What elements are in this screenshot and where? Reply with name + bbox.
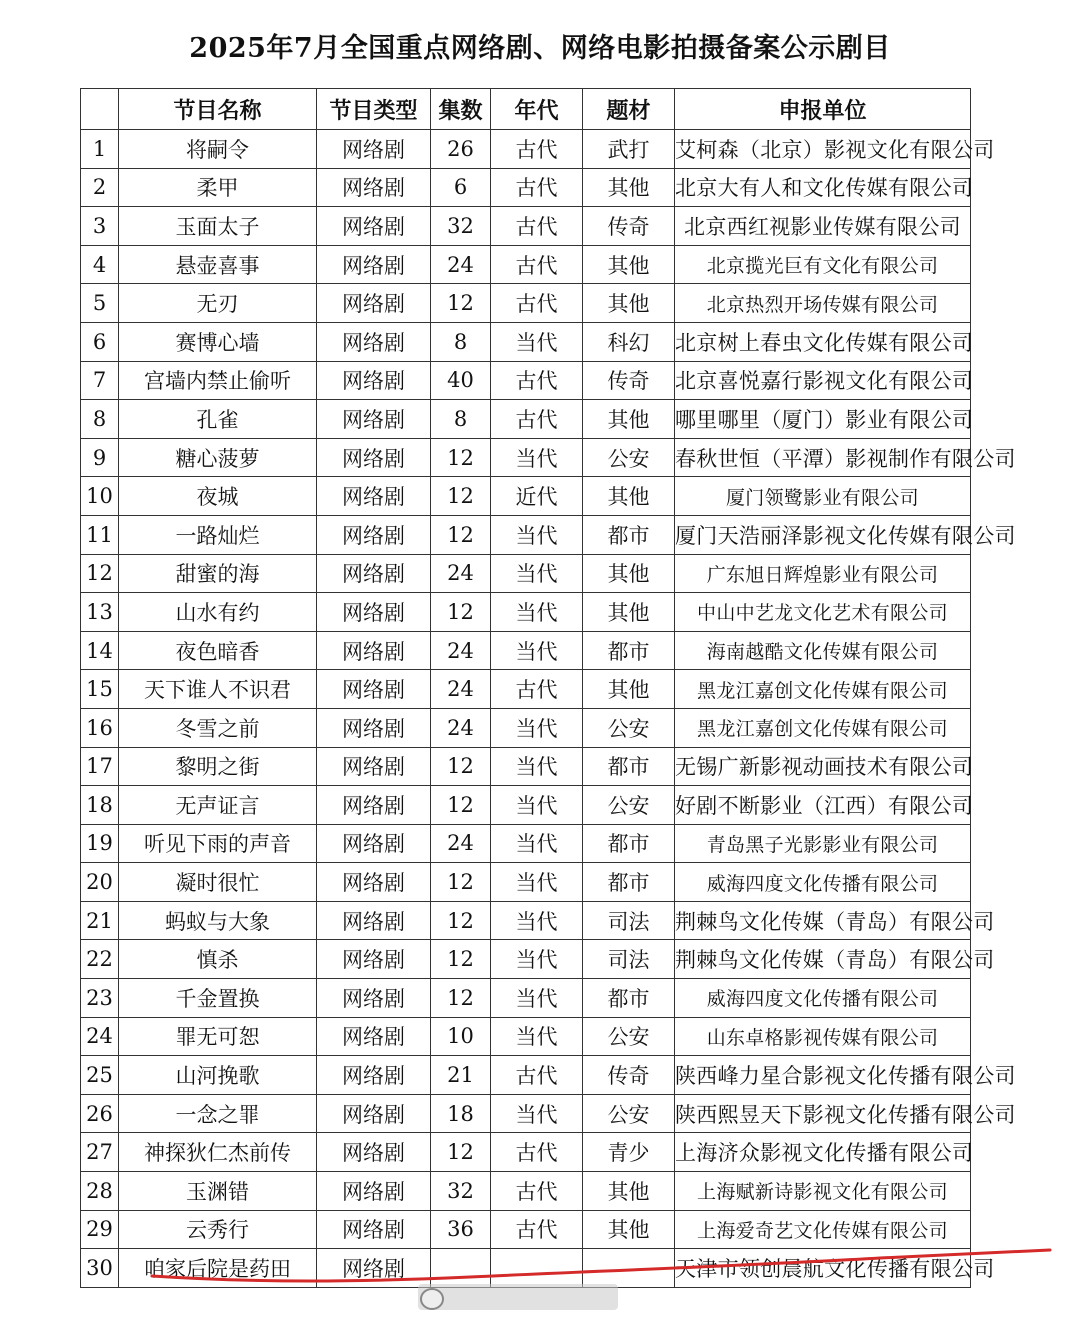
era-cell: 当代 <box>491 1094 583 1133</box>
program-type-cell: 网络剧 <box>317 554 431 593</box>
theme-cell: 都市 <box>583 631 675 670</box>
era-cell <box>491 1249 583 1288</box>
era-cell: 当代 <box>491 786 583 825</box>
program-type-cell: 网络剧 <box>317 361 431 400</box>
program-name-cell: 咱家后院是药田 <box>119 1249 317 1288</box>
program-type-cell: 网络剧 <box>317 130 431 169</box>
program-name-cell: 千金置换 <box>119 979 317 1018</box>
row-index-cell: 29 <box>81 1210 119 1249</box>
applicant-unit-cell: 北京大有人和文化传媒有限公司 <box>675 168 971 207</box>
row-index-cell: 7 <box>81 361 119 400</box>
table-row <box>81 438 971 477</box>
applicant-unit-cell: 海南越酷文化传媒有限公司 <box>675 631 971 670</box>
program-name-cell: 孔雀 <box>119 400 317 439</box>
program-name-cell: 悬壶喜事 <box>119 245 317 284</box>
program-name-cell: 赛博心墙 <box>119 322 317 361</box>
episode-count-cell: 24 <box>431 245 491 284</box>
program-name-cell: 山水有约 <box>119 593 317 632</box>
episode-count-cell: 26 <box>431 130 491 169</box>
applicant-unit-cell: 北京喜悦嘉行影视文化有限公司 <box>675 361 971 400</box>
table-row <box>81 130 971 169</box>
table-row <box>81 1094 971 1133</box>
applicant-unit-cell: 无锡广新影视动画技术有限公司 <box>675 747 971 786</box>
row-index-cell: 2 <box>81 168 119 207</box>
episode-count-cell <box>431 1249 491 1288</box>
row-index-cell: 16 <box>81 708 119 747</box>
era-cell: 古代 <box>491 1133 583 1172</box>
table-row <box>81 245 971 284</box>
theme-cell: 科幻 <box>583 322 675 361</box>
theme-cell: 传奇 <box>583 1056 675 1095</box>
episode-count-cell: 21 <box>431 1056 491 1095</box>
program-type-cell: 网络剧 <box>317 1017 431 1056</box>
row-index-cell: 30 <box>81 1249 119 1288</box>
era-cell: 当代 <box>491 979 583 1018</box>
program-type-cell: 网络剧 <box>317 708 431 747</box>
program-name-cell: 将嗣令 <box>119 130 317 169</box>
row-index-cell: 6 <box>81 322 119 361</box>
era-cell: 古代 <box>491 130 583 169</box>
theme-cell: 司法 <box>583 901 675 940</box>
row-index-cell: 4 <box>81 245 119 284</box>
episode-count-cell: 12 <box>431 979 491 1018</box>
table-row <box>81 400 971 439</box>
program-type-cell: 网络剧 <box>317 1094 431 1133</box>
applicant-unit-cell: 上海爱奇艺文化传媒有限公司 <box>675 1210 971 1249</box>
row-index-cell: 28 <box>81 1172 119 1211</box>
row-index-cell: 10 <box>81 477 119 516</box>
episode-count-cell: 6 <box>431 168 491 207</box>
era-cell: 古代 <box>491 245 583 284</box>
theme-cell: 公安 <box>583 1094 675 1133</box>
era-cell: 当代 <box>491 747 583 786</box>
row-index-cell: 26 <box>81 1094 119 1133</box>
program-type-cell: 网络剧 <box>317 1210 431 1249</box>
table-row <box>81 284 971 323</box>
row-index-cell: 5 <box>81 284 119 323</box>
applicant-unit-cell: 厦门天浩丽泽影视文化传媒有限公司 <box>675 515 971 554</box>
episode-count-cell: 12 <box>431 515 491 554</box>
theme-cell: 其他 <box>583 477 675 516</box>
table-row <box>81 515 971 554</box>
weibo-eye-icon <box>420 1288 444 1310</box>
era-cell: 当代 <box>491 824 583 863</box>
table-row <box>81 901 971 940</box>
header-applicant: 申报单位 <box>675 89 971 130</box>
program-name-cell: 夜色暗香 <box>119 631 317 670</box>
program-name-cell: 玉面太子 <box>119 207 317 246</box>
row-index-cell: 12 <box>81 554 119 593</box>
row-index-cell: 22 <box>81 940 119 979</box>
episode-count-cell: 24 <box>431 824 491 863</box>
era-cell: 当代 <box>491 593 583 632</box>
applicant-unit-cell: 黑龙江嘉创文化传媒有限公司 <box>675 708 971 747</box>
episode-count-cell: 32 <box>431 1172 491 1211</box>
theme-cell: 公安 <box>583 1017 675 1056</box>
era-cell: 当代 <box>491 554 583 593</box>
era-cell: 古代 <box>491 1210 583 1249</box>
episode-count-cell: 8 <box>431 400 491 439</box>
header-era: 年代 <box>491 89 583 130</box>
applicant-unit-cell: 艾柯森（北京）影视文化有限公司 <box>675 130 971 169</box>
episode-count-cell: 36 <box>431 1210 491 1249</box>
theme-cell: 其他 <box>583 284 675 323</box>
episode-count-cell: 12 <box>431 1133 491 1172</box>
table-row <box>81 477 971 516</box>
applicant-unit-cell: 北京揽光巨有文化有限公司 <box>675 245 971 284</box>
program-type-cell: 网络剧 <box>317 747 431 786</box>
era-cell: 当代 <box>491 1017 583 1056</box>
row-index-cell: 8 <box>81 400 119 439</box>
program-name-cell: 夜城 <box>119 477 317 516</box>
applicant-unit-cell: 陕西峰力星合影视文化传播有限公司 <box>675 1056 971 1095</box>
era-cell: 当代 <box>491 631 583 670</box>
era-cell: 古代 <box>491 670 583 709</box>
program-type-cell: 网络剧 <box>317 1172 431 1211</box>
program-name-cell: 一路灿烂 <box>119 515 317 554</box>
table-row <box>81 322 971 361</box>
theme-cell: 都市 <box>583 979 675 1018</box>
header-theme: 题材 <box>583 89 675 130</box>
theme-cell <box>583 1249 675 1288</box>
era-cell: 古代 <box>491 1056 583 1095</box>
row-index-cell: 14 <box>81 631 119 670</box>
row-index-cell: 17 <box>81 747 119 786</box>
era-cell: 当代 <box>491 708 583 747</box>
table-row <box>81 1017 971 1056</box>
table-row <box>81 1133 971 1172</box>
episode-count-cell: 40 <box>431 361 491 400</box>
program-type-cell: 网络剧 <box>317 1133 431 1172</box>
episode-count-cell: 12 <box>431 940 491 979</box>
row-index-cell: 18 <box>81 786 119 825</box>
theme-cell: 其他 <box>583 1210 675 1249</box>
row-index-cell: 15 <box>81 670 119 709</box>
program-name-cell: 凝时很忙 <box>119 863 317 902</box>
era-cell: 当代 <box>491 515 583 554</box>
program-name-cell: 玉渊错 <box>119 1172 317 1211</box>
table-row <box>81 786 971 825</box>
program-type-cell: 网络剧 <box>317 940 431 979</box>
program-type-cell: 网络剧 <box>317 245 431 284</box>
filing-table <box>80 88 1016 1288</box>
era-cell: 当代 <box>491 940 583 979</box>
program-type-cell: 网络剧 <box>317 631 431 670</box>
watermark-overlay <box>418 1284 618 1310</box>
theme-cell: 其他 <box>583 593 675 632</box>
program-type-cell: 网络剧 <box>317 284 431 323</box>
era-cell: 当代 <box>491 438 583 477</box>
applicant-unit-cell: 威海四度文化传播有限公司 <box>675 979 971 1018</box>
program-name-cell: 天下谁人不识君 <box>119 670 317 709</box>
program-type-cell: 网络剧 <box>317 438 431 477</box>
program-name-cell: 黎明之街 <box>119 747 317 786</box>
theme-cell: 都市 <box>583 863 675 902</box>
program-name-cell: 听见下雨的声音 <box>119 824 317 863</box>
applicant-unit-cell: 青岛黑子光影影业有限公司 <box>675 824 971 863</box>
table-row <box>81 554 971 593</box>
program-name-cell: 云秀行 <box>119 1210 317 1249</box>
episode-count-cell: 18 <box>431 1094 491 1133</box>
theme-cell: 其他 <box>583 168 675 207</box>
header-program-name: 节目名称 <box>119 89 317 130</box>
program-type-cell: 网络剧 <box>317 593 431 632</box>
episode-count-cell: 24 <box>431 708 491 747</box>
theme-cell: 传奇 <box>583 207 675 246</box>
table-row <box>81 708 971 747</box>
era-cell: 古代 <box>491 207 583 246</box>
program-type-cell: 网络剧 <box>317 477 431 516</box>
program-name-cell: 冬雪之前 <box>119 708 317 747</box>
applicant-unit-cell: 春秋世恒（平潭）影视制作有限公司 <box>675 438 971 477</box>
row-index-cell: 24 <box>81 1017 119 1056</box>
theme-cell: 都市 <box>583 747 675 786</box>
header-program-type: 节目类型 <box>317 89 431 130</box>
table-row <box>81 863 971 902</box>
table-row <box>81 593 971 632</box>
theme-cell: 其他 <box>583 1172 675 1211</box>
theme-cell: 青少 <box>583 1133 675 1172</box>
row-index-cell: 11 <box>81 515 119 554</box>
episode-count-cell: 12 <box>431 786 491 825</box>
era-cell: 近代 <box>491 477 583 516</box>
row-index-cell: 1 <box>81 130 119 169</box>
table-header-row <box>81 89 971 130</box>
theme-cell: 其他 <box>583 245 675 284</box>
applicant-unit-cell: 荆棘鸟文化传媒（青岛）有限公司 <box>675 901 971 940</box>
program-name-cell: 糖心菠萝 <box>119 438 317 477</box>
program-type-cell: 网络剧 <box>317 824 431 863</box>
program-type-cell: 网络剧 <box>317 786 431 825</box>
program-type-cell: 网络剧 <box>317 979 431 1018</box>
theme-cell: 公安 <box>583 786 675 825</box>
episode-count-cell: 32 <box>431 207 491 246</box>
program-type-cell: 网络剧 <box>317 670 431 709</box>
era-cell: 古代 <box>491 284 583 323</box>
episode-count-cell: 12 <box>431 863 491 902</box>
program-type-cell: 网络剧 <box>317 168 431 207</box>
theme-cell: 传奇 <box>583 361 675 400</box>
table-row <box>81 824 971 863</box>
page-title: 2025年7月全国重点网络剧、网络电影拍摄备案公示剧目 <box>189 33 891 64</box>
program-type-cell: 网络剧 <box>317 1249 431 1288</box>
episode-count-cell: 24 <box>431 670 491 709</box>
row-index-cell: 25 <box>81 1056 119 1095</box>
applicant-unit-cell: 上海济众影视文化传播有限公司 <box>675 1133 971 1172</box>
table-row <box>81 670 971 709</box>
table-row <box>81 207 971 246</box>
theme-cell: 武打 <box>583 130 675 169</box>
program-type-cell: 网络剧 <box>317 863 431 902</box>
program-name-cell: 无声证言 <box>119 786 317 825</box>
row-index-cell: 13 <box>81 593 119 632</box>
row-index-cell: 27 <box>81 1133 119 1172</box>
era-cell: 当代 <box>491 901 583 940</box>
program-type-cell: 网络剧 <box>317 207 431 246</box>
table-body <box>81 130 1016 1288</box>
applicant-unit-cell: 哪里哪里（厦门）影业有限公司 <box>675 400 971 439</box>
program-type-cell: 网络剧 <box>317 322 431 361</box>
applicant-unit-cell: 好剧不断影业（江西）有限公司 <box>675 786 971 825</box>
era-cell: 当代 <box>491 322 583 361</box>
table-row <box>81 361 971 400</box>
table-row <box>81 1249 971 1288</box>
applicant-unit-cell: 山东卓格影视传媒有限公司 <box>675 1017 971 1056</box>
table-row <box>81 168 971 207</box>
applicant-unit-cell: 威海四度文化传播有限公司 <box>675 863 971 902</box>
episode-count-cell: 8 <box>431 322 491 361</box>
episode-count-cell: 12 <box>431 284 491 323</box>
era-cell: 古代 <box>491 1172 583 1211</box>
theme-cell: 都市 <box>583 824 675 863</box>
row-index-cell: 19 <box>81 824 119 863</box>
row-index-cell: 23 <box>81 979 119 1018</box>
program-name-cell: 无刃 <box>119 284 317 323</box>
episode-count-cell: 12 <box>431 901 491 940</box>
program-name-cell: 柔甲 <box>119 168 317 207</box>
applicant-unit-cell: 中山中艺龙文化艺术有限公司 <box>675 593 971 632</box>
era-cell: 古代 <box>491 168 583 207</box>
table-row <box>81 631 971 670</box>
program-name-cell: 神探狄仁杰前传 <box>119 1133 317 1172</box>
applicant-unit-cell: 天津市领创晨航文化传播有限公司 <box>675 1249 971 1288</box>
theme-cell: 其他 <box>583 554 675 593</box>
episode-count-cell: 24 <box>431 631 491 670</box>
theme-cell: 其他 <box>583 670 675 709</box>
episode-count-cell: 12 <box>431 438 491 477</box>
program-type-cell: 网络剧 <box>317 515 431 554</box>
applicant-unit-cell: 广东旭日辉煌影业有限公司 <box>675 554 971 593</box>
table-row <box>81 747 971 786</box>
program-name-cell: 慎杀 <box>119 940 317 979</box>
episode-count-cell: 24 <box>431 554 491 593</box>
episode-count-cell: 10 <box>431 1017 491 1056</box>
theme-cell: 其他 <box>583 400 675 439</box>
table-row <box>81 1172 971 1211</box>
theme-cell: 都市 <box>583 515 675 554</box>
program-name-cell: 甜蜜的海 <box>119 554 317 593</box>
theme-cell: 公安 <box>583 708 675 747</box>
row-index-cell: 9 <box>81 438 119 477</box>
row-index-cell: 3 <box>81 207 119 246</box>
applicant-unit-cell: 黑龙江嘉创文化传媒有限公司 <box>675 670 971 709</box>
header-episodes: 集数 <box>431 89 491 130</box>
episode-count-cell: 12 <box>431 477 491 516</box>
table-row <box>81 940 971 979</box>
applicant-unit-cell: 厦门领鹭影业有限公司 <box>675 477 971 516</box>
program-type-cell: 网络剧 <box>317 1056 431 1095</box>
applicant-unit-cell: 上海赋新诗影视文化有限公司 <box>675 1172 971 1211</box>
era-cell: 古代 <box>491 400 583 439</box>
applicant-unit-cell: 北京西红视影业传媒有限公司 <box>675 207 971 246</box>
era-cell: 古代 <box>491 361 583 400</box>
row-index-cell: 21 <box>81 901 119 940</box>
table-row <box>81 979 971 1018</box>
program-name-cell: 罪无可恕 <box>119 1017 317 1056</box>
theme-cell: 公安 <box>583 438 675 477</box>
episode-count-cell: 12 <box>431 593 491 632</box>
program-name-cell: 宫墙内禁止偷听 <box>119 361 317 400</box>
program-name-cell: 蚂蚁与大象 <box>119 901 317 940</box>
table-row <box>81 1056 971 1095</box>
applicant-unit-cell: 陕西熙昱天下影视文化传播有限公司 <box>675 1094 971 1133</box>
table-row <box>81 1210 971 1249</box>
theme-cell: 司法 <box>583 940 675 979</box>
applicant-unit-cell: 北京树上春虫文化传媒有限公司 <box>675 322 971 361</box>
applicant-unit-cell: 荆棘鸟文化传媒（青岛）有限公司 <box>675 940 971 979</box>
program-type-cell: 网络剧 <box>317 901 431 940</box>
row-index-cell: 20 <box>81 863 119 902</box>
applicant-unit-cell: 北京热烈开场传媒有限公司 <box>675 284 971 323</box>
header-index <box>81 89 119 130</box>
era-cell: 当代 <box>491 863 583 902</box>
episode-count-cell: 12 <box>431 747 491 786</box>
program-name-cell: 一念之罪 <box>119 1094 317 1133</box>
program-type-cell: 网络剧 <box>317 400 431 439</box>
program-name-cell: 山河挽歌 <box>119 1056 317 1095</box>
